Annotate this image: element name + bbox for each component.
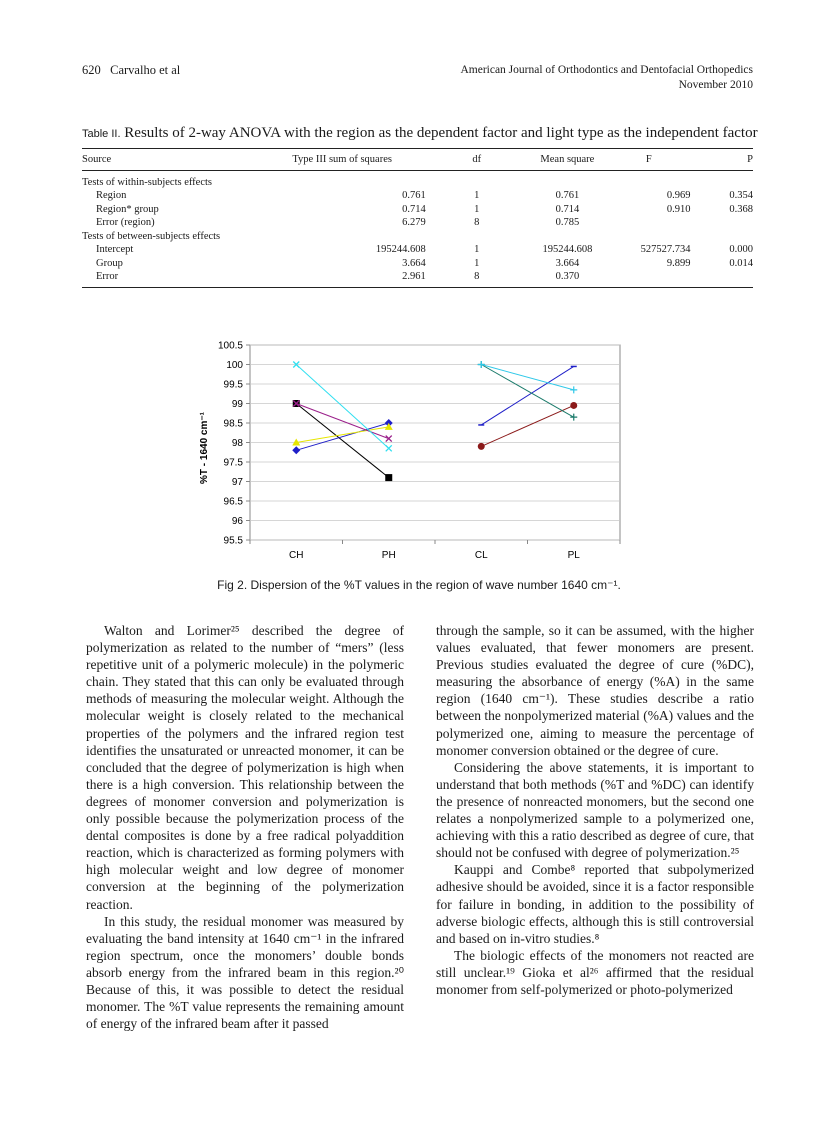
x-tick-label: PL [567, 550, 580, 561]
table-row [82, 216, 753, 230]
cell-f [607, 270, 690, 287]
cell-f [607, 216, 690, 230]
paragraph: Walton and Lorimer²⁵ described the degree of polymerization as related to the number of “mers” (less repetitive unit of a polymeric molecule) in the polymeric chain. They stated that this can only be evaluated through methods of measuring the molecular weight. Although the molecular weight is closely related to the mechanical properties of the polymers and the infrared region test identifies the unsaturated or unreacted monomer, it can be concluded that the degree of polymerization is high when there is a high conversion. This relationship between the degrees of monomer conversion and polymerization is only possible because the polymerization process of the dental composites is done by a free radical polyaddition reaction, which is characterized as forming polymers with high molecular weight and low degree of monomer conversion at the beginning of the polymerization reaction. [86, 623, 404, 912]
y-tick-label: 100.5 [217, 340, 243, 352]
cell-sum-of-squares: 0.714 [402, 203, 426, 215]
cell-p [691, 170, 753, 189]
cell-source: Error [82, 270, 259, 287]
header-df: df [426, 149, 528, 171]
paragraph: Considering the above statements, it is important to understand that both methods (%T and %DC) can identify the presence of nonreacted monomers, but the second one relates a nonpolymerized sample to a polymerized one, achieving with this a ratio described as degree of cure, that should not be confused with degree of polymerization.²⁵ [436, 759, 754, 861]
running-header-right [460, 63, 753, 93]
cell-p: 0.014 [729, 257, 753, 269]
anova-table [82, 148, 753, 288]
running-authors: Carvalho et al [110, 63, 181, 77]
table-row [82, 189, 753, 203]
cell-mean-square: 0.761 [555, 190, 580, 201]
cell-mean-square [528, 230, 607, 244]
cell-source: Region [96, 190, 127, 201]
cell-df: 1 [474, 203, 480, 215]
cell-sum-of-squares: 0.761 [402, 190, 426, 201]
body-column-left [86, 622, 404, 1032]
cell-source: Group [96, 257, 123, 269]
cell-df: 8 [474, 217, 480, 228]
table-row [82, 270, 753, 287]
table-caption [82, 125, 758, 142]
paragraph: In this study, the residual monomer was measured by evaluating the band intensity at 1640 cm⁻¹ in the infrared region spectrum, once the monomers’ double bonds absorb energy from the infrared beam in this region.²⁰ Because of this, it was possible to detect the residual monomer. The %T value represents the remaining amount of energy of the infrared beam after it passed [86, 913, 404, 1032]
cell-sum-of-squares: 6.279 [402, 217, 426, 228]
cell-mean-square: 195244.608 [542, 244, 593, 255]
y-axis-label: %T - 1640 cm⁻¹ [199, 412, 210, 484]
cell-mean-square: 3.664 [555, 257, 580, 269]
header-sum-of-squares: Type III sum of squares [259, 149, 426, 171]
cell-p [691, 230, 753, 244]
header-p: P [691, 149, 753, 171]
table-body [82, 170, 753, 287]
cell-p: 0.000 [729, 244, 753, 255]
y-tick-label: 97 [231, 477, 243, 488]
cell-source: Tests of between-subjects effects [82, 230, 221, 242]
cell-source: Error (region) [96, 217, 155, 228]
x-tick-label: PH [381, 550, 396, 561]
cell-source: Intercept [96, 244, 134, 255]
cell-sum-of-squares: 195244.608 [375, 244, 426, 255]
table-section-row [82, 170, 753, 189]
cell-p [691, 216, 753, 230]
paragraph: through the sample, so it can be assumed, with the higher values evaluated, that fewer monomers are present. Previous studies evaluated the degree of cure (%DC), measuring the absorbance of energy (%A) in the same region (1640 cm⁻¹). These studies describe a ratio between the nonpolymerized material (%A) values and the polymerized one, aiming to measure the percentage of monomer conversion obtained or the degree of cure. [436, 623, 754, 758]
cell-sum-of-squares: 3.664 [402, 257, 426, 269]
x-axis-ticks [250, 540, 620, 561]
table-section-row [82, 230, 753, 244]
cell-p: 0.368 [729, 203, 753, 215]
table-row [82, 243, 753, 257]
cell-mean-square: 0.785 [555, 217, 580, 228]
data-point [385, 474, 392, 481]
cell-f: 0.969 [666, 190, 691, 201]
x-tick-label: CH [289, 550, 304, 561]
line-chart [190, 330, 630, 570]
cell-sum-of-squares: 2.961 [259, 270, 426, 287]
y-tick-label: 98 [231, 438, 243, 449]
table-row [82, 203, 753, 217]
table-label: Table II. [82, 128, 121, 140]
cell-f [607, 170, 690, 189]
journal-issue: November 2010 [678, 79, 753, 91]
x-tick-label: CL [474, 550, 488, 561]
paragraph: The biologic effects of the monomers not reacted are still unclear.¹⁹ Gioka et al²⁶ affirmed that the residual monomer from self-polymerized or photo-polymerized [436, 947, 754, 997]
y-axis-ticks [218, 341, 250, 547]
cell-df: 1 [474, 257, 480, 269]
cell-f [607, 230, 690, 244]
cell-df [426, 230, 528, 244]
y-tick-label: 96 [231, 516, 243, 527]
figure-caption: Fig 2. Dispersion of the %T values in the region of wave number 1640 cm⁻¹. [217, 578, 621, 592]
cell-mean-square: 0.370 [528, 270, 607, 287]
paragraph: Kauppi and Combe⁸ reported that subpolymerized adhesive should be avoided, since it is a factor responsible for failure in bonding, in addition to the possibility of adverse biologic effects, although this is still controversial and based on in-vitro studies.⁸ [436, 862, 754, 946]
data-point [478, 443, 485, 450]
y-tick-label: 95.5 [223, 535, 243, 547]
table-header-row [82, 149, 753, 171]
running-header-left [82, 63, 180, 78]
header-source: Source [82, 149, 259, 171]
y-tick-label: 98.5 [223, 418, 243, 430]
cell-sum-of-squares [259, 230, 426, 244]
body-column-right [436, 622, 754, 998]
cell-f: 0.910 [666, 203, 691, 215]
data-point [570, 402, 577, 409]
cell-df: 8 [426, 270, 528, 287]
journal-name: American Journal of Orthodontics and Dentofacial Orthopedics [460, 64, 753, 76]
cell-source: Tests of within-subjects effects [82, 176, 212, 188]
cell-df [426, 170, 528, 189]
cell-f: 527527.734 [640, 244, 691, 255]
page-number: 620 [82, 63, 101, 77]
y-tick-label: 100 [226, 360, 243, 371]
cell-p [691, 270, 753, 287]
cell-sum-of-squares [259, 170, 426, 189]
table-title: Results of 2-way ANOVA with the region as the dependent factor and light type as the independent factor [124, 125, 758, 141]
cell-mean-square [528, 170, 607, 189]
y-tick-label: 99 [231, 399, 243, 410]
header-mean-square: Mean square [528, 149, 607, 171]
cell-mean-square: 0.714 [555, 203, 580, 215]
y-tick-label: 99.5 [223, 379, 243, 391]
header-f: F [607, 149, 690, 171]
cell-source: Region* group [96, 203, 159, 215]
cell-p: 0.354 [729, 190, 753, 201]
chart-grid [250, 345, 620, 540]
table-row [82, 257, 753, 271]
y-tick-label: 97.5 [223, 457, 243, 469]
cell-df: 1 [474, 244, 480, 255]
y-tick-label: 96.5 [223, 496, 243, 508]
cell-df: 1 [474, 190, 480, 201]
cell-f: 9.899 [666, 257, 691, 269]
